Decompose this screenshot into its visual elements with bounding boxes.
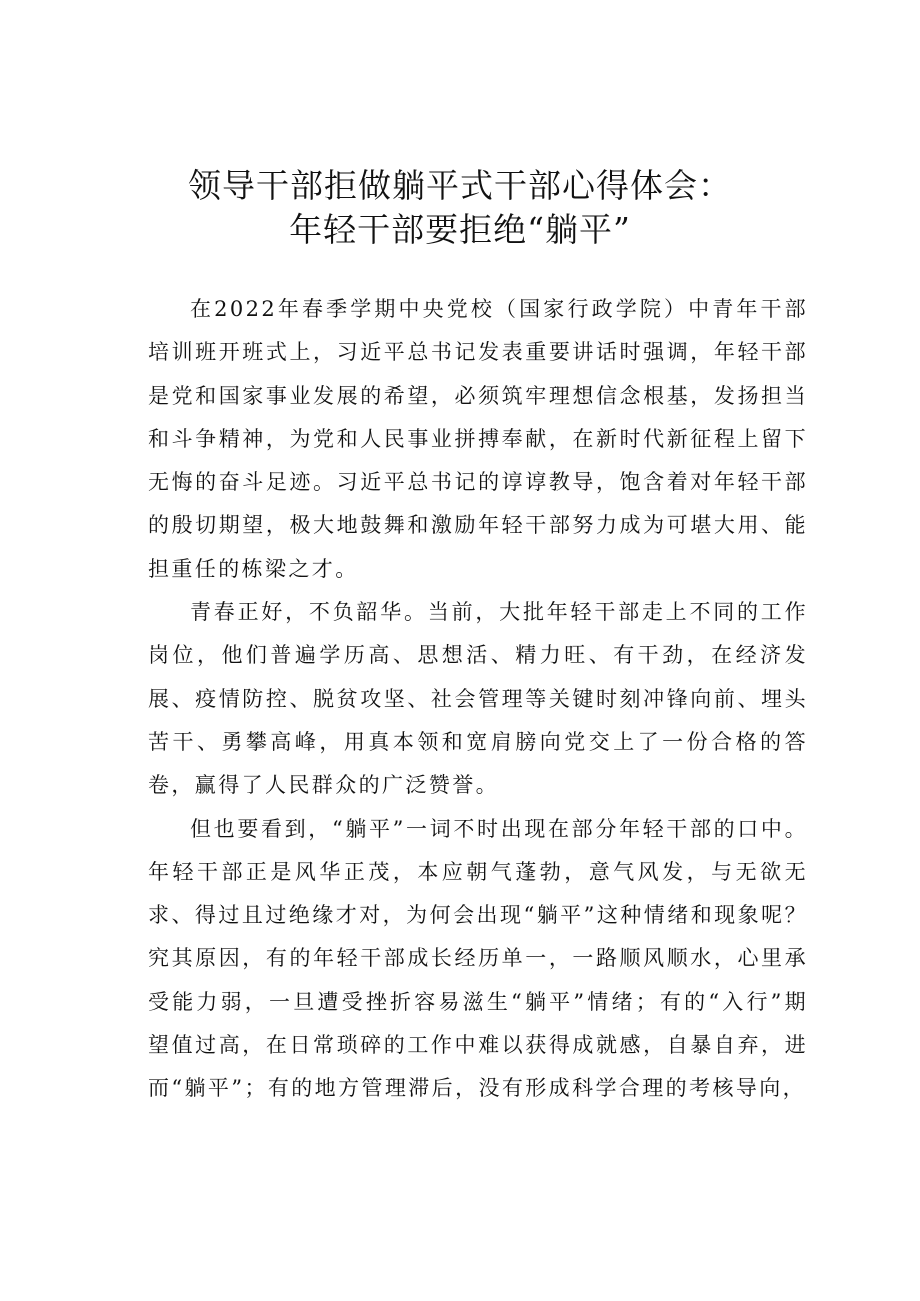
paragraph-1: 在2022年春季学期中央党校（国家行政学院）中青年干部培训班开班式上，习近平总书记发表重要讲话时强调，年轻干部是党和国家事业发展的希望，必须筑牢理想信念根基，发扬担当和斗争精神，为党和人民事业拼搏奉献，在新时代新征程上留下无悔的奋斗足迹。习近平总书记的谆谆教导，饱含着对年轻干部的殷切期望，极大地鼓舞和激励年轻干部努力成为可堪大用、能担重任的栋梁之才。 bbox=[148, 297, 808, 581]
document-title-line-2: 年轻干部要拒绝“躺平” bbox=[289, 210, 631, 249]
paragraph-3: 但也要看到，“躺平”一词不时出现在部分年轻干部的口中。年轻干部正是风华正茂，本应朝气蓬勃，意气风发，与无欲无求、得过且过绝缘才对，为何会出现“躺平”这种情绪和现象呢？究其原因，有的年轻干部成长经历单一，一路顺风顺水，心里承受能力弱，一旦遭受挫折容易滋生“躺平”情绪；有的“入行”期望值过高，在日常琐碎的工作中难以获得成就感，自暴自弃，进而“躺平”；有的地方管理滞后，没有形成科学合理的考核导向， bbox=[148, 816, 808, 1101]
document-title-line-1: 领导干部拒做躺平式干部心得体会： bbox=[188, 166, 732, 205]
document-body bbox=[148, 288, 808, 1111]
paragraph-2: 青春正好，不负韶华。当前，大批年轻干部走上不同的工作岗位，他们普遍学历高、思想活、精力旺、有干劲，在经济发展、疫情防控、脱贫攻坚、社会管理等关键时刻冲锋向前、埋头苦干、勇攀高峰，用真本领和宽肩膀向党交上了一份合格的答卷，赢得了人民群众的广泛赞誉。 bbox=[148, 600, 808, 798]
